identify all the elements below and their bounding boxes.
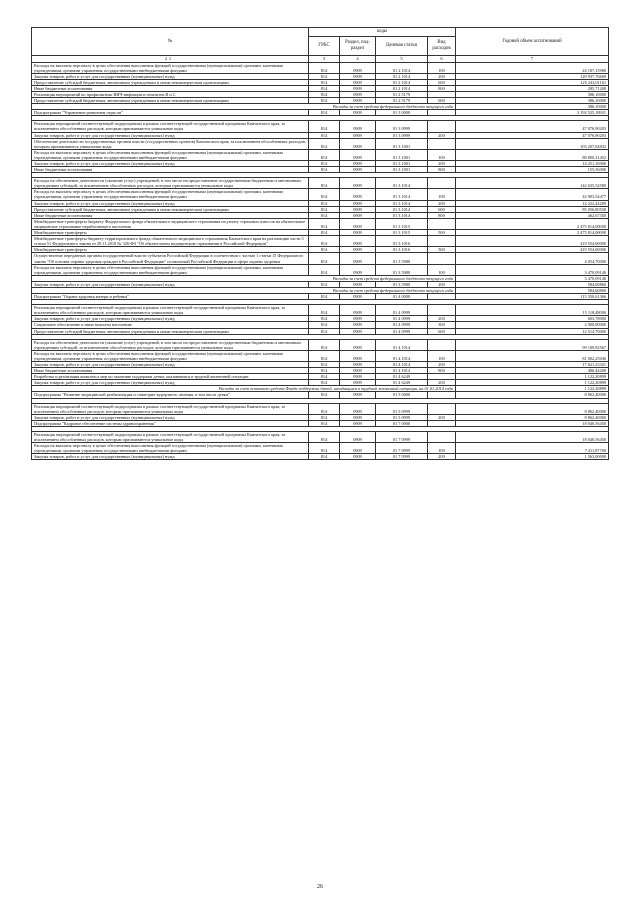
column-index: 3 (309, 56, 340, 63)
section-code: 0909 (340, 212, 376, 218)
expense-kind-code (428, 218, 456, 229)
section-code: 0909 (340, 218, 376, 229)
section-code: 0909 (340, 85, 376, 91)
grbs-code: 814 (309, 380, 340, 386)
grbs-code: 814 (309, 149, 340, 160)
annual-amount: 14 251,16900 (456, 161, 609, 167)
section-code: 0909 (340, 443, 376, 454)
target-article-code: 01 4 1014 (376, 350, 428, 361)
expense-kind-code: 500 (428, 230, 456, 236)
expense-name: Расходы на выплаты персоналу в целях обеспечения выполнения функций государственными (муниципальными) органами, казенными учреждениями, органами управления государственными внебюджетными фондами (32, 62, 309, 73)
annual-amount: 7 411,87700 (456, 443, 609, 454)
expense-name: Предоставление субсидий бюджетным, автономным учреждениям и иным некоммерческим организациям (32, 98, 309, 104)
target-article-code: 01 3 1014 (376, 189, 428, 200)
target-article-code: 01 3 1015 (376, 230, 428, 236)
grbs-code: 814 (309, 73, 340, 79)
grbs-code: 814 (309, 350, 340, 361)
expense-name: Закупка товаров, работ и услуг для государственных (муниципальных) нужд (32, 161, 309, 167)
section-code: 0909 (340, 322, 376, 328)
expense-name: Предоставление субсидий бюджетным, автономным учреждениям и иным некоммерческим организациям (32, 328, 309, 334)
grbs-code: 814 (309, 316, 340, 322)
grbs-code: 814 (309, 403, 340, 414)
grbs-code: 814 (309, 132, 340, 138)
grbs-code: 814 (309, 281, 340, 287)
table-row (32, 218, 609, 229)
expense-name: Расходы на обеспечение деятельности (оказание услуг) учреждений, в том числе на предоставление государственным бюджетным и автономным учреждениям субсидий, за исключением обособленных расходов, которым присваиваются уникальные коды (32, 339, 309, 350)
section-code: 0909 (340, 167, 376, 173)
annual-amount: 85 056,80530 (456, 206, 609, 212)
table-row (32, 339, 609, 350)
expense-kind-code: 200 (428, 161, 456, 167)
expense-kind-code: 200 (428, 362, 456, 368)
annual-total-header: Годовой объем ассигнований (456, 28, 609, 56)
target-article-code: 01 3 0999 (376, 121, 428, 132)
expense-kind-header: Вид расходов (428, 37, 456, 56)
annual-amount: 17 621,23321 (456, 362, 609, 368)
table-row (32, 236, 609, 247)
annual-amount: 115 350,61366 (456, 294, 609, 300)
grbs-code: 814 (309, 247, 340, 253)
table-row (32, 454, 609, 460)
expense-name: Иные бюджетные ассигнования (32, 85, 309, 91)
annual-amount: 24 187,15980 (456, 62, 609, 73)
annual-amount: 18 040,56450 (456, 431, 609, 442)
grbs-code: 814 (309, 110, 340, 116)
expense-kind-code: 600 (428, 206, 456, 212)
annual-amount: 2 475 814,00000 (456, 218, 609, 229)
annual-amount: 8 862,40000 (456, 403, 609, 414)
note-amount: 386,10000 (456, 104, 609, 110)
section-code: 0909 (340, 316, 376, 322)
table-row (32, 253, 609, 264)
grbs-code: 814 (309, 206, 340, 212)
note-amount: 3 470,09140 (456, 275, 609, 281)
page-number: 26 (317, 884, 323, 890)
target-article-code: 01 3 1001 (376, 138, 428, 149)
grbs-code: 814 (309, 362, 340, 368)
grbs-header: ГРБС (309, 37, 340, 56)
expense-kind-code: 800 (428, 212, 456, 218)
section-code: 0909 (340, 264, 376, 275)
target-article-code: 01 7 0999 (376, 443, 428, 454)
table-row (32, 443, 609, 454)
target-article-code: 01 4 1014 (376, 368, 428, 374)
target-article-code: 01 4 6249 (376, 380, 428, 386)
expense-name: Закупка товаров, работ и услуг для государственных (муниципальных) нужд (32, 316, 309, 322)
section-code: 0909 (340, 414, 376, 420)
grbs-code: 814 (309, 443, 340, 454)
annual-amount: 1 563,00000 (456, 454, 609, 460)
section-code: 0909 (340, 380, 376, 386)
grbs-code: 814 (309, 414, 340, 420)
target-article-code: 01 4 1014 (376, 362, 428, 368)
grbs-code: 814 (309, 91, 340, 97)
annual-amount: 125 242,01161 (456, 79, 609, 85)
target-article-code: 01 3 1015 (376, 218, 428, 229)
grbs-code: 814 (309, 454, 340, 460)
annual-amount: 81 002,25046 (456, 350, 609, 361)
expense-name: Разработка и реализация комплекса мер по оказанию поддержки детям, оказавшимся в трудной жизненной ситуации (32, 374, 309, 380)
annual-amount: 155,56000 (456, 167, 609, 173)
annual-amount: 584,60860 (456, 281, 609, 287)
expense-kind-code: 100 (428, 443, 456, 454)
section-code: 0909 (340, 403, 376, 414)
expense-name: Межбюджетные трансферты бюджету Федерального фонда обязательного медицинского страхования на уплату страховых взносов на обязательное медицинское страхование неработающего населения (32, 218, 309, 229)
target-article-code: 01 5 0999 (376, 403, 428, 414)
target-article-code: 01 4 0000 (376, 294, 428, 300)
annual-amount: 1 122,20899 (456, 374, 609, 380)
budget-table (31, 27, 609, 460)
expense-kind-code: 100 (428, 189, 456, 200)
table-row (32, 431, 609, 442)
annual-amount: 462,67350 (456, 212, 609, 218)
annual-amount: 3 192 525,18921 (456, 110, 609, 116)
section-code: 0909 (340, 328, 376, 334)
grbs-code: 814 (309, 328, 340, 334)
annual-amount: 4 054,70000 (456, 253, 609, 264)
annual-amount: 103 207,04832 (456, 138, 609, 149)
target-article-code: 01 7 0999 (376, 454, 428, 460)
funding-note: Расходы за счет средств федерального бюджета текущего года (32, 275, 456, 281)
funding-note: Расходы за счет средств федерального бюджета текущего года (32, 104, 456, 110)
section-code: 0909 (340, 161, 376, 167)
grbs-code: 814 (309, 322, 340, 328)
grbs-code: 814 (309, 236, 340, 247)
target-article-code: 01 3 1001 (376, 167, 428, 173)
grbs-code: 814 (309, 374, 340, 380)
section-code: 0909 (340, 236, 376, 247)
section-code: 0909 (340, 305, 376, 316)
target-article-code: 01 2 1014 (376, 62, 428, 73)
table-row (32, 62, 609, 73)
expense-kind-code: 800 (428, 85, 456, 91)
expense-name: Реализация мероприятий по профилактике ВИЧ-инфекции и гепатитов B и C (32, 91, 309, 97)
annual-amount: 2 475 814,00000 (456, 230, 609, 236)
target-article-code: 01 3 1001 (376, 149, 428, 160)
grbs-code: 814 (309, 368, 340, 374)
table-row (32, 178, 609, 189)
annual-amount: 129 937,76600 (456, 73, 609, 79)
column-index: 6 (428, 56, 456, 63)
section-header: Раздел, под-раздел (340, 37, 376, 56)
table-row (32, 121, 609, 132)
section-code: 0909 (340, 431, 376, 442)
expense-name: Закупка товаров, работ и услуг для государственных (муниципальных) нужд (32, 281, 309, 287)
section-code: 0909 (340, 138, 376, 149)
grbs-code: 814 (309, 85, 340, 91)
grbs-code: 814 (309, 420, 340, 426)
section-code: 0909 (340, 253, 376, 264)
target-article-code: 01 2 5179 (376, 98, 428, 104)
annual-amount: 2 000,00000 (456, 322, 609, 328)
expense-name: Осуществление переданных органам государственной власти субъектов Российской Федерации в соответствии с частью 1 статьи 15 Федерального закона "Об основах охраны здоровья граждан в Российской Федерации" полномочий Российской Федерации в сфере охраны здоровья (32, 253, 309, 264)
section-code: 0909 (340, 281, 376, 287)
expense-name: Расходы на выплаты персоналу в целях обеспечения выполнения функций государственными (муниципальными) органами, казенными учреждениями, органами управления государственными внебюджетными фондами (32, 264, 309, 275)
section-code: 0909 (340, 420, 376, 426)
target-article-code: 01 3 1014 (376, 206, 428, 212)
grbs-code: 814 (309, 431, 340, 442)
expense-kind-code: 200 (428, 414, 456, 420)
expense-name: Расходы на выплаты персоналу в целях обеспечения выполнения функций государственными (муниципальными) органами, казенными учреждениями, органами управления государственными внебюджетными фондами (32, 443, 309, 454)
target-article-code: 01 2 1014 (376, 73, 428, 79)
grbs-code: 814 (309, 79, 340, 85)
funding-note: Расходы за счет средств федерального бюджета текущего года (32, 287, 456, 293)
expense-kind-code (428, 236, 456, 247)
expense-name: Закупка товаров, работ и услуг для государственных (муниципальных) нужд (32, 414, 309, 420)
section-code: 0909 (340, 206, 376, 212)
annual-amount: 386,10000 (456, 98, 609, 104)
expense-kind-code: 200 (428, 281, 456, 287)
grbs-code: 814 (309, 200, 340, 206)
section-code: 0909 (340, 368, 376, 374)
funding-note: Расходы за счет остатков средств Фонда поддержки детей, находящихся в трудной жизненной ситуации, на 01.01.2014 года (32, 386, 456, 392)
section-code: 0909 (340, 350, 376, 361)
expense-kind-code (428, 403, 456, 414)
grbs-code: 814 (309, 62, 340, 73)
section-code: 0909 (340, 294, 376, 300)
target-article-code: 01 3 1014 (376, 200, 428, 206)
expense-name: Подпрограмма "Развитие медицинской реабилитации и санаторно-курортного лечения, в том числе детям" (32, 392, 309, 398)
annual-amount: 15 118,48000 (456, 305, 609, 316)
grbs-code: 814 (309, 167, 340, 173)
grbs-code: 814 (309, 305, 340, 316)
target-article-code: 01 3 1016 (376, 236, 428, 247)
expense-kind-code (428, 138, 456, 149)
target-article-header: Целевая статья (376, 37, 428, 56)
target-article-code: 01 3 1014 (376, 178, 428, 189)
expense-name: Закупка товаров, работ и услуг для государственных (муниципальных) нужд (32, 200, 309, 206)
column-index: 7 (456, 56, 609, 63)
expense-kind-code: 200 (428, 380, 456, 386)
expense-name: Подпрограмма "Управление развитием отрасли" (32, 110, 309, 116)
table-header (32, 28, 609, 63)
annual-amount: 285,71208 (456, 85, 609, 91)
expense-kind-code: 100 (428, 264, 456, 275)
table-row (32, 189, 609, 200)
expense-name: Реализация мероприятий соответствующей подпрограммы в рамках соответствующей государственной программы Камчатского края, за исключением обособленных расходов, которым присваиваются уникальные коды (32, 121, 309, 132)
expense-name: Иные бюджетные ассигнования (32, 368, 309, 374)
expense-name: Подпрограмма "Охрана здоровья матери и ребенка" (32, 294, 309, 300)
expense-name: Закупка товаров, работ и услуг для государственных (муниципальных) нужд (32, 380, 309, 386)
annual-amount: 18 040,56450 (456, 420, 609, 426)
annual-amount: 142 635,54580 (456, 178, 609, 189)
section-code: 0909 (340, 454, 376, 460)
expense-name: Расходы на обеспечение деятельности (оказание услуг) учреждений, в том числе на предоставление государственным бюджетным и автономным учреждениям субсидий, за исключением обособленных расходов, которым присваиваются уникальные коды (32, 178, 309, 189)
section-code: 0909 (340, 230, 376, 236)
grbs-code: 814 (309, 264, 340, 275)
expense-name: Социальное обеспечение и иные выплаты населению (32, 322, 309, 328)
section-code: 0909 (340, 189, 376, 200)
table-body (32, 62, 609, 460)
grbs-code: 814 (309, 178, 340, 189)
expense-kind-code: 800 (428, 368, 456, 374)
expense-kind-code: 100 (428, 149, 456, 160)
target-article-code: 01 4 6249 (376, 374, 428, 380)
expense-kind-code: 200 (428, 132, 456, 138)
table-row (32, 305, 609, 316)
annual-amount: 88 800,31452 (456, 149, 609, 160)
expense-kind-code: 100 (428, 62, 456, 73)
target-article-code: 01 2 1014 (376, 85, 428, 91)
expense-kind-code (428, 253, 456, 264)
column-index: 1 (32, 56, 309, 63)
annual-amount: 8 862,40000 (456, 414, 609, 420)
annual-amount: 42 903,54477 (456, 189, 609, 200)
expense-name: Обеспечение деятельности государственных органов власти (государственных органов) Камчатского края, за исключением обособленных расходов, которым присваиваются уникальные коды (32, 138, 309, 149)
expense-name: Межбюджетные трансферты (32, 230, 309, 236)
section-code: 0909 (340, 247, 376, 253)
section-code: 0909 (340, 339, 376, 350)
expense-kind-code (428, 121, 456, 132)
expense-kind-code (428, 178, 456, 189)
target-article-code: 01 3 1014 (376, 212, 428, 218)
section-code: 0909 (340, 121, 376, 132)
target-article-code: 01 3 5980 (376, 264, 428, 275)
annual-amount: 419 554,00000 (456, 236, 609, 247)
table-row (32, 138, 609, 149)
annual-amount: 8 862,40000 (456, 392, 609, 398)
expense-name: Межбюджетные трансферты бюджету территориального фонда обязательного медицинского страхования Камчатского края на реализацию части 5 статьи 51 Федерального закона от 29.11.2010 № 326-ФЗ "Об обязательном медицинском страховании в Российской Федерации" (32, 236, 309, 247)
target-article-code: 01 4 0999 (376, 316, 428, 322)
annual-amount: 14 222,44209 (456, 200, 609, 206)
grbs-code: 814 (309, 189, 340, 200)
grbs-code: 814 (309, 392, 340, 398)
expense-kind-code: 600 (428, 328, 456, 334)
expense-kind-code: 300 (428, 322, 456, 328)
expense-name: Расходы на выплаты персоналу в целях обеспечения выполнения функций государственными (муниципальными) органами, казенными учреждениями, органами управления государственными внебюджетными фондами (32, 149, 309, 160)
expense-name: Закупка товаров, работ и услуг для государственных (муниципальных) нужд (32, 73, 309, 79)
expense-name: Иные бюджетные ассигнования (32, 212, 309, 218)
grbs-code: 814 (309, 253, 340, 264)
table-row (32, 403, 609, 414)
annual-amount: 603,78000 (456, 316, 609, 322)
section-code: 0909 (340, 73, 376, 79)
target-article-code: 01 5 0000 (376, 392, 428, 398)
target-article-code: 01 3 5980 (376, 281, 428, 287)
annual-amount: 1 122,20899 (456, 380, 609, 386)
section-code: 0909 (340, 110, 376, 116)
section-code: 0909 (340, 98, 376, 104)
annual-amount: 47 076,90203 (456, 132, 609, 138)
target-article-code: 01 7 0999 (376, 431, 428, 442)
grbs-code: 814 (309, 138, 340, 149)
target-article-code: 01 7 0000 (376, 420, 428, 426)
section-code: 0909 (340, 91, 376, 97)
expense-kind-code: 600 (428, 79, 456, 85)
target-article-code: 01 3 1016 (376, 247, 428, 253)
section-code: 0909 (340, 132, 376, 138)
number-header: № (32, 28, 309, 56)
expense-name: Закупка товаров, работ и услуг для государственных (муниципальных) нужд (32, 362, 309, 368)
target-article-code: 01 2 5179 (376, 91, 428, 97)
section-code: 0909 (340, 362, 376, 368)
section-code: 0909 (340, 374, 376, 380)
grbs-code: 814 (309, 98, 340, 104)
grbs-code: 814 (309, 339, 340, 350)
expense-name: Закупка товаров, работ и услуг для государственных (муниципальных) нужд (32, 454, 309, 460)
section-code: 0909 (340, 62, 376, 73)
expense-kind-code: 800 (428, 167, 456, 173)
expense-kind-code (428, 431, 456, 442)
section-code: 0909 (340, 79, 376, 85)
table-row (32, 264, 609, 275)
note-amount: 1 122,20899 (456, 386, 609, 392)
expense-kind-code: 200 (428, 73, 456, 79)
table-row (32, 350, 609, 361)
note-amount: 584,60860 (456, 287, 609, 293)
target-article-code: 01 3 0999 (376, 132, 428, 138)
column-index: 5 (376, 56, 428, 63)
expense-name: Реализация мероприятий соответствующей подпрограммы в рамках соответствующей государственной программы Камчатского края, за исключением обособленных расходов, которым присваиваются уникальные коды (32, 403, 309, 414)
target-article-code: 01 5 0999 (376, 414, 428, 420)
annual-amount: 3 470,09140 (456, 264, 609, 275)
expense-kind-code: 200 (428, 200, 456, 206)
section-code: 0909 (340, 392, 376, 398)
expense-name: Закупка товаров, работ и услуг для государственных (муниципальных) нужд (32, 132, 309, 138)
expense-kind-code: 100 (428, 350, 456, 361)
grbs-code: 814 (309, 121, 340, 132)
expense-kind-code: 600 (428, 98, 456, 104)
target-article-code: 01 4 0999 (376, 305, 428, 316)
expense-name: Реализация мероприятий соответствующей подпрограммы в рамках соответствующей государственной программы Камчатского края, за исключением обособленных расходов, которым присваиваются уникальные коды (32, 305, 309, 316)
target-article-code: 01 4 1014 (376, 339, 428, 350)
target-article-code: 01 4 0999 (376, 322, 428, 328)
expense-name: Реализация мероприятий соответствующей подпрограммы в рамках соответствующей государственной программы Камчатского края, за исключением обособленных расходов, которым присваиваются уникальные коды (32, 431, 309, 442)
section-code: 0909 (340, 149, 376, 160)
target-article-code: 01 3 1001 (376, 161, 428, 167)
grbs-code: 814 (309, 161, 340, 167)
column-index: 4 (340, 56, 376, 63)
grbs-code: 814 (309, 212, 340, 218)
annual-amount: 47 076,90203 (456, 121, 609, 132)
grbs-code: 814 (309, 230, 340, 236)
annual-amount: 419 554,00000 (456, 247, 609, 253)
target-article-code: 01 2 1014 (376, 79, 428, 85)
section-code: 0909 (340, 178, 376, 189)
annual-amount: 12 514,70000 (456, 328, 609, 334)
expense-name: Расходы на выплаты персоналу в целях обеспечения выполнения функций государственными (муниципальными) органами, казенными учреждениями, органами управления государственными внебюджетными фондами (32, 189, 309, 200)
section-code: 0909 (340, 200, 376, 206)
grbs-code: 814 (309, 218, 340, 229)
target-article-code: 01 3 5980 (376, 253, 428, 264)
expense-kind-code (428, 305, 456, 316)
expense-name: Предоставление субсидий бюджетным, автономным учреждениям и иным некоммерческим организациям (32, 206, 309, 212)
table-row (32, 149, 609, 160)
codes-header: коды (309, 28, 456, 37)
expense-name: Межбюджетные трансферты (32, 247, 309, 253)
target-article-code: 01 3 0000 (376, 110, 428, 116)
expense-name: Подпрограмма "Кадровое обеспечение системы здравоохранения" (32, 420, 309, 426)
annual-amount: 99 109,92567 (456, 339, 609, 350)
expense-kind-code: 200 (428, 316, 456, 322)
second-column-index: 2 (165, 56, 168, 61)
annual-amount: 386,10000 (456, 91, 609, 97)
expense-kind-code: 200 (428, 454, 456, 460)
expense-name: Иные бюджетные ассигнования (32, 167, 309, 173)
expense-kind-code: 500 (428, 247, 456, 253)
expense-name: Расходы на выплаты персоналу в целях обеспечения выполнения функций государственными (муниципальными) органами, казенными учреждениями, органами управления государственными внебюджетными фондами (32, 350, 309, 361)
grbs-code: 814 (309, 294, 340, 300)
budget-document (31, 27, 608, 460)
annual-amount: 486,44200 (456, 368, 609, 374)
target-article-code: 01 4 0999 (376, 328, 428, 334)
expense-name: Предоставление субсидий бюджетным, автономным учреждениям и иным некоммерческим организациям (32, 79, 309, 85)
expense-kind-code (428, 339, 456, 350)
